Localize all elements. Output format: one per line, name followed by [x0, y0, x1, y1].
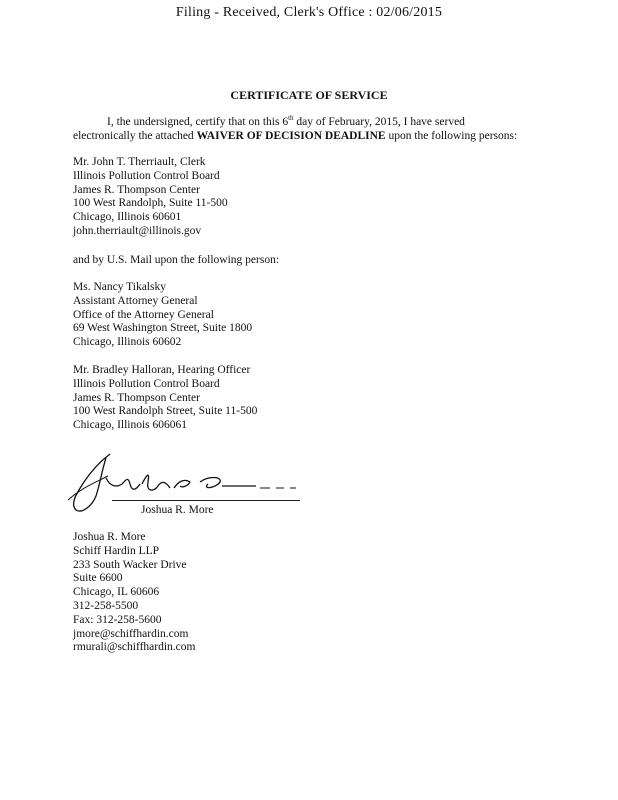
- certify-text-2: day of February, 2015, I have served: [293, 116, 465, 128]
- address-line: James R. Thompson Center: [73, 183, 200, 196]
- document-name: WAIVER OF DECISION DEADLINE: [196, 130, 386, 142]
- address-line: Mr. John T. Therriault, Clerk: [73, 156, 206, 168]
- signer-line: Schiff Hardin LLP: [73, 544, 160, 557]
- address-line: 100 West Randolph Street, Suite 11-500: [73, 405, 258, 418]
- recipient-attorney-general-address: [73, 281, 523, 350]
- signer-line: 233 South Wacker Drive: [73, 558, 187, 571]
- address-line: Chicago, Illinois 60601: [73, 211, 182, 224]
- signer-line: Joshua R. More: [73, 531, 146, 543]
- address-line: James R. Thompson Center: [73, 391, 200, 404]
- mail-note: and by U.S. Mail upon the following person:: [73, 254, 280, 266]
- address-line: Mr. Bradley Halloran, Hearing Officer: [73, 364, 251, 376]
- address-line: Office of the Attorney General: [73, 308, 214, 321]
- signer-contact-block: [73, 531, 523, 655]
- email-line: john.therriault@illinois.gov: [73, 224, 202, 237]
- signer-line: jmore@schiffhardin.com: [73, 627, 189, 640]
- certify-text-1: I, the undersigned, certify that on this 6: [107, 116, 289, 128]
- signature-name: Joshua R. More: [141, 504, 214, 516]
- certify-superscript: th: [288, 114, 294, 123]
- recipient-clerk-address: [73, 156, 523, 239]
- address-line: Illinois Pollution Control Board: [73, 377, 220, 390]
- address-line: Illinois Pollution Control Board: [73, 169, 220, 182]
- certificate-title: CERTIFICATE OF SERVICE: [230, 88, 388, 102]
- signer-line: Fax: 312-258-5600: [73, 613, 162, 626]
- address-line: Chicago, Illinois 606061: [73, 419, 188, 432]
- recipient-hearing-officer-address: [73, 364, 523, 433]
- certify-text-4: upon the following persons:: [385, 130, 518, 142]
- signer-line: 312-258-5500: [73, 599, 139, 612]
- address-line: 100 West Randolph, Suite 11-500: [73, 197, 228, 210]
- address-line: Ms. Nancy Tikalsky: [73, 281, 166, 293]
- signer-line: rmurali@schiffhardin.com: [73, 641, 196, 654]
- certification-paragraph: [73, 115, 573, 143]
- signer-line: Chicago, IL 60606: [73, 586, 160, 599]
- address-line: 69 West Washington Street, Suite 1800: [73, 322, 253, 335]
- address-line: Chicago, Illinois 60602: [73, 336, 182, 349]
- address-line: Assistant Attorney General: [73, 294, 198, 307]
- signature-line: [112, 500, 300, 501]
- certify-text-3: electronically the attached: [73, 130, 197, 142]
- filing-stamp: Filing - Received, Clerk's Office : 02/06/2015: [175, 5, 443, 20]
- signer-line: Suite 6600: [73, 572, 123, 585]
